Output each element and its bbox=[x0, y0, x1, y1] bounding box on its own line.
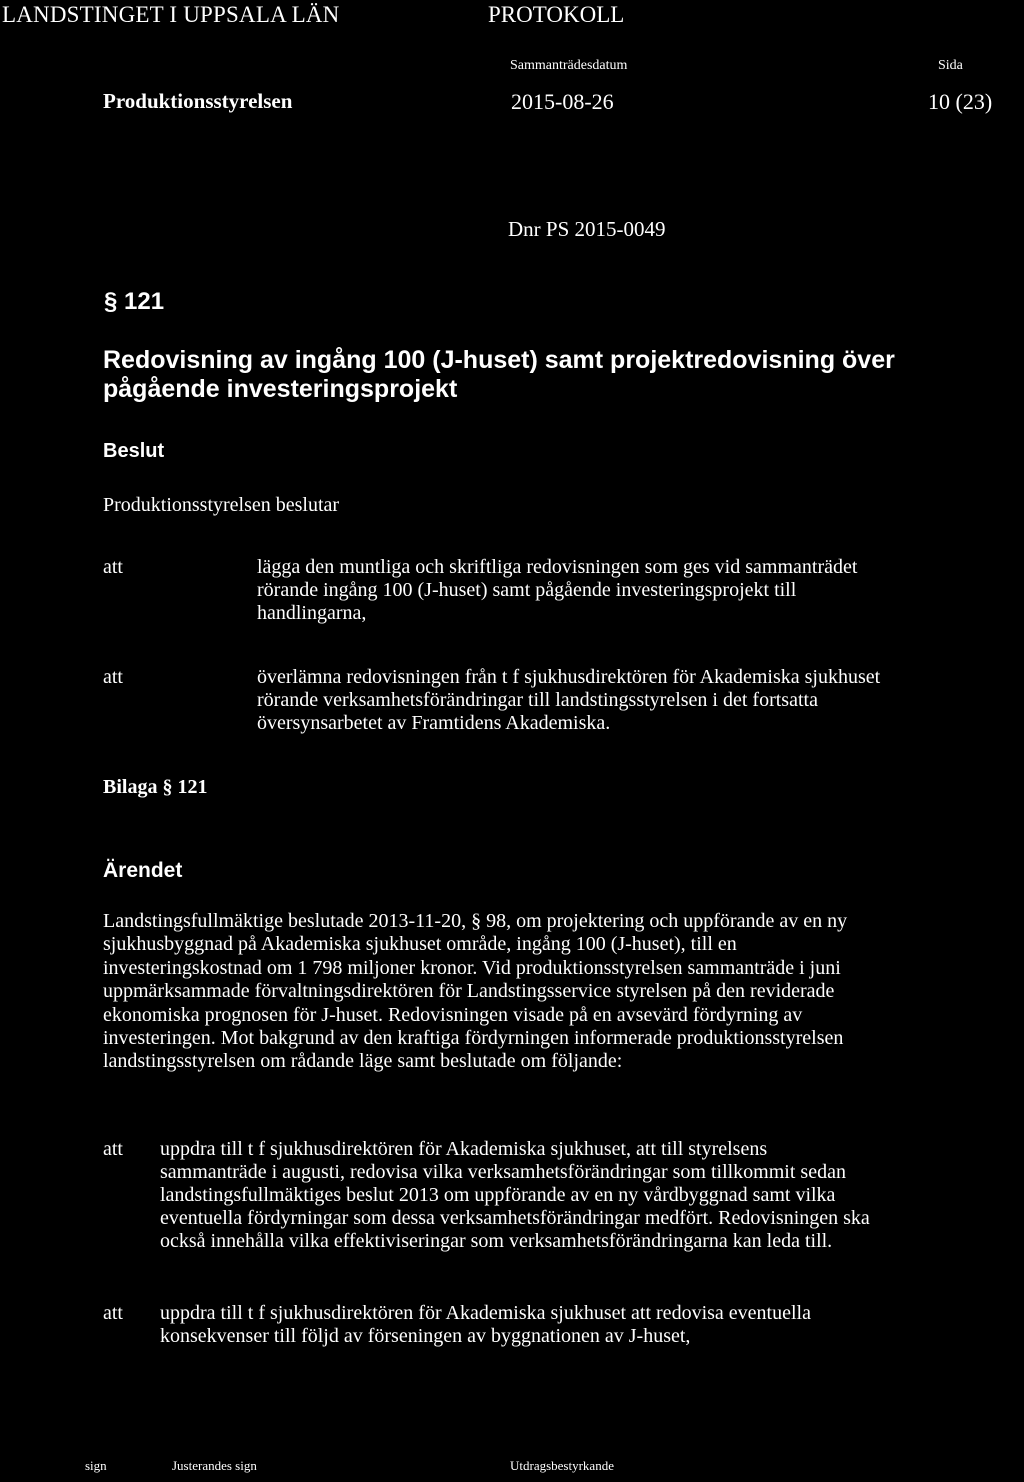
beslut-heading: Beslut bbox=[103, 440, 165, 462]
organization-name: LANDSTINGET I UPPSALA LÄN bbox=[2, 2, 340, 27]
footer-sign: sign bbox=[85, 1458, 107, 1473]
meeting-date: 2015-08-26 bbox=[511, 89, 614, 114]
attachment-reference: Bilaga § 121 bbox=[103, 776, 208, 798]
document-type: PROTOKOLL bbox=[488, 2, 625, 27]
footer-utdragsbestyrkande: Utdragsbestyrkande bbox=[510, 1458, 614, 1473]
diary-number: Dnr PS 2015-0049 bbox=[508, 217, 666, 241]
footer-justerandes-sign: Justerandes sign bbox=[172, 1458, 257, 1473]
background-item-text: uppdra till t f sjukhusdirektören för Akademiska sjukhuset att redovisa eventuella konsekvenser till följd av förseningen av byggnationen av J-huset, bbox=[160, 1302, 811, 1347]
page-label: Sida bbox=[938, 58, 963, 73]
decision-att-word: att bbox=[103, 556, 123, 578]
decision-item-text: lägga den muntliga och skriftliga redovisningen som ges vid sammanträdet rörande ingång 100 (J-huset) samt pågående investeringsprojekt till handlingarna, bbox=[257, 556, 858, 624]
arendet-paragraph: Landstingsfullmäktige beslutade 2013-11-20, § 98, om projektering och uppförande av en ny sjukhusbyggnad på Akademiska sjukhuset område, ingång 100 (J-huset), till en investeringskostnad om 1 798 miljoner kronor. Vid produktionsstyrelsen sammanträde i juni uppmärksammade förvaltningsdirektören för Landstingsservice styrelsen på den reviderade ekonomiska prognosen för J-huset. Redovisningen visade på en avsevärd fördyrning av investeringen. Mot bakgrund av den kraftiga fördyrningen informerade produktionsstyrelsen landstingsstyrelsen om rådande läge samt beslutade om följande: bbox=[103, 910, 848, 1073]
background-att-word: att bbox=[103, 1302, 123, 1324]
beslut-intro: Produktionsstyrelsen beslutar bbox=[103, 494, 340, 516]
page-number: 10 (23) bbox=[928, 89, 993, 114]
decision-item-text: överlämna redovisningen från t f sjukhusdirektören för Akademiska sjukhuset rörande verksamhetsförändringar till landstingsstyrelsen i det fortsatta översynsarbetet av Framtidens Akademiska. bbox=[257, 666, 881, 734]
decision-att-word: att bbox=[103, 666, 123, 688]
arendet-heading: Ärendet bbox=[103, 859, 183, 882]
background-att-word: att bbox=[103, 1138, 123, 1160]
background-item-text: uppdra till t f sjukhusdirektören för Akademiska sjukhuset, att till styrelsens sammanträde i augusti, redovisa vilka verksamhetsförändringar som tillkommit sedan landstingsfullmäktiges beslut 2013 om uppförande av en ny vårdbyggnad samt vilka eventuella fördyrningar som dessa verksamhetsförändringar medfört. Redovisningen ska också innehålla vilka effektiviseringar som verksamhetsförändringarna kan leda till. bbox=[160, 1138, 870, 1252]
section-title: Redovisning av ingång 100 (J-huset) samt projektredovisning över pågående investeringsprojekt bbox=[103, 346, 895, 403]
board-name: Produktionsstyrelsen bbox=[103, 89, 293, 113]
date-label: Sammanträdesdatum bbox=[510, 58, 628, 73]
section-number: § 121 bbox=[104, 288, 165, 315]
